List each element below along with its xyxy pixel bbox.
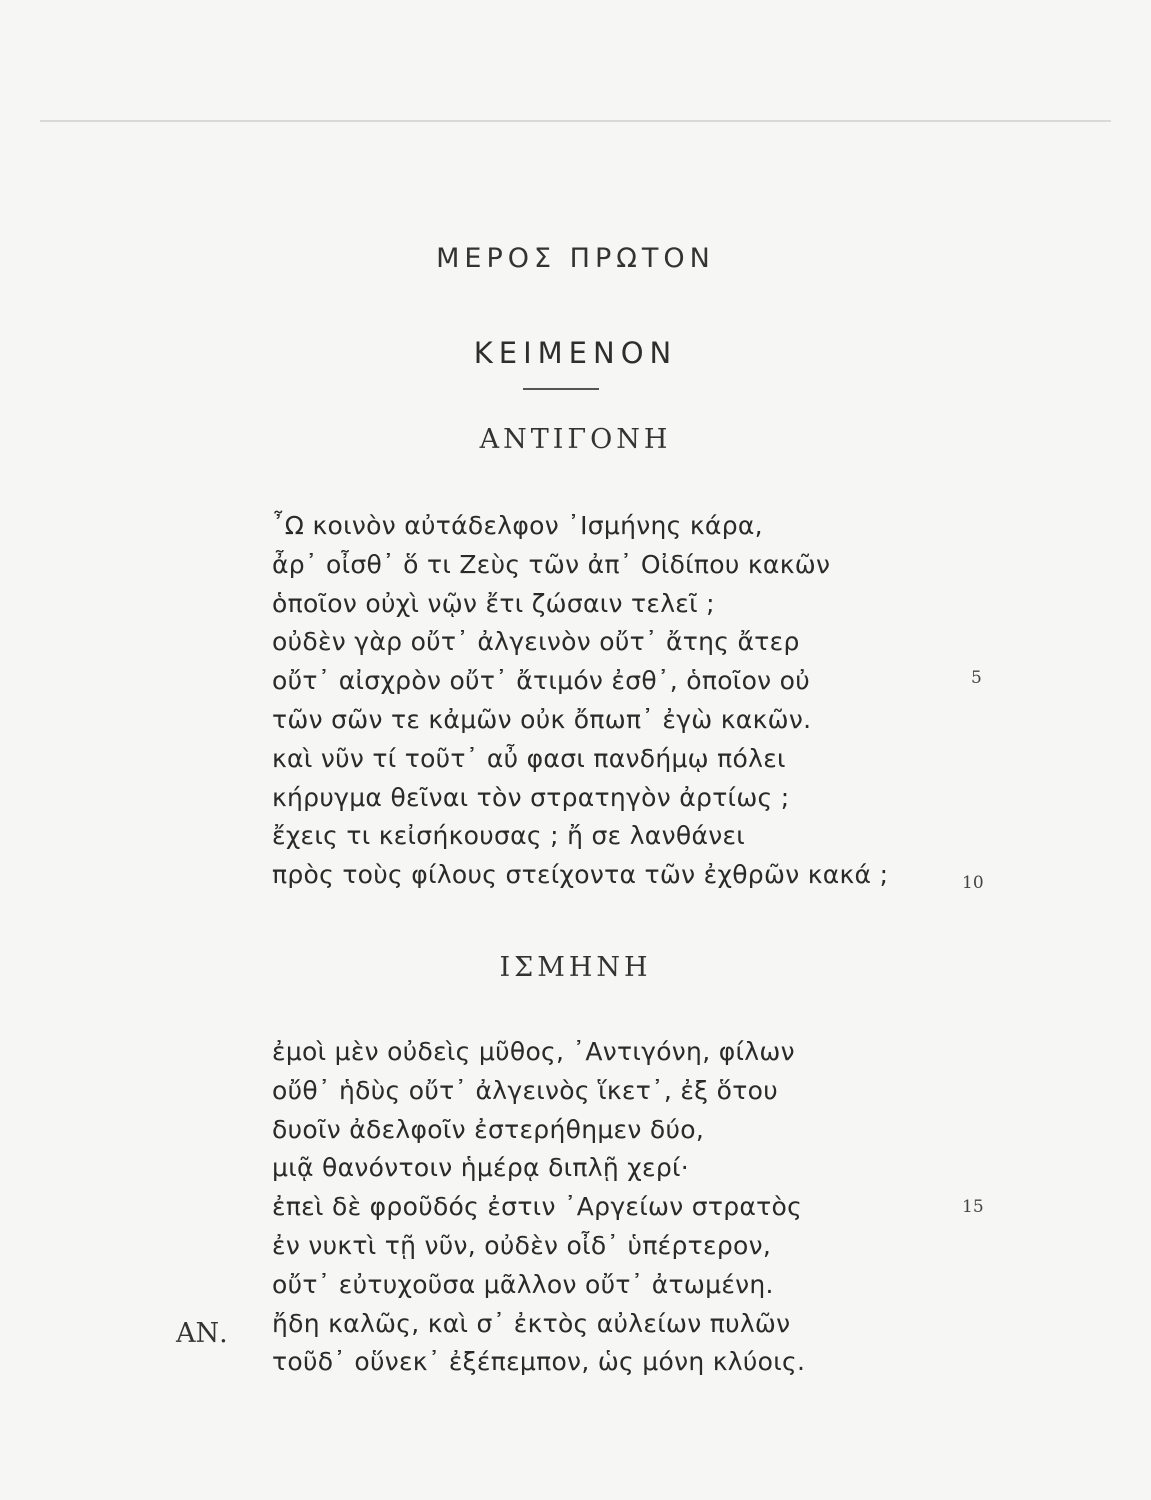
verse-line: οὔτ᾽ αἰσχρὸν οὔτ᾽ ἄτιμόν ἐσθ᾽, ὁποῖον οὐ (272, 666, 811, 696)
verse-line: ἆρ᾽ οἶσθ᾽ ὅ τι Ζεὺς τῶν ἀπ᾽ Οἰδίπου κακῶν (272, 549, 831, 579)
verse-line: ῏Ω κοινὸν αὐτάδελφον ᾽Ισμήνης κάρα, (272, 511, 763, 540)
section-title-underline (523, 388, 599, 390)
verse-line: ἐμοὶ μὲν οὐδεὶς μῦθος, ᾽Αντιγόνη, φίλων (272, 1037, 795, 1066)
verse-line: μιᾷ θανόντοιν ἡμέρᾳ διπλῇ χερί· (272, 1153, 689, 1183)
verse-line: πρὸς τοὺς φίλους στείχοντα τῶν ἐχθρῶν κακά ; (272, 860, 889, 890)
verse-line: ἐπεὶ δὲ φροῦδός ἐστιν ᾽Αργείων στρατὸς (272, 1192, 803, 1222)
speaker-heading-antigone: ΑΝΤΙΓΟΝΗ (479, 424, 672, 455)
verse-line: οὔτ᾽ εὐτυχοῦσα μᾶλλον οὔτ᾽ ἀτωμένη. (272, 1269, 774, 1299)
verse-line: ἔχεις τι κεἰσήκουσας ; ἤ σε λανθάνει (272, 821, 746, 851)
verse-line: τῶν σῶν τε κἀμῶν οὐκ ὄπωπ᾽ ἐγὼ κακῶν. (272, 704, 812, 734)
verse-line: δυοῖν ἀδελφοῖν ἐστερήθημεν δύο, (272, 1114, 705, 1144)
header-rule (40, 120, 1111, 122)
line-number-10: 10 (962, 873, 984, 893)
verse-line: ἤδη καλῶς, καὶ σ᾽ ἐκτὸς αὐλείων πυλῶν (272, 1308, 791, 1338)
verse-line: καὶ νῦν τί τοῦτ᾽ αὖ φασι πανδήμῳ πόλει (272, 743, 786, 773)
verse-line: κήρυγμα θεῖναι τὸν στρατηγὸν ἀρτίως ; (272, 782, 790, 812)
speaker-heading-ismene: ΙΣΜΗΝΗ (499, 952, 652, 983)
antigone-verse-block (272, 507, 912, 895)
verse-line: ὁποῖον οὐχὶ νῷν ἔτι ζώσαιν τελεῖ ; (272, 588, 715, 618)
line-number-5: 5 (971, 668, 982, 688)
part-title: ΜΕΡΟΣ ΠΡΩΤΟΝ (436, 243, 715, 274)
speaker-label-antigone: ΑΝ. (176, 1318, 228, 1349)
ismene-verse-block (272, 1033, 912, 1382)
verse-line: οὔθ᾽ ἡδὺς οὔτ᾽ ἀλγεινὸς ἵκετ᾽, ἐξ ὅτου (272, 1075, 778, 1105)
section-title: ΚΕΙΜΕΝΟΝ (473, 336, 678, 370)
verse-line: τοῦδ᾽ οὕνεκ᾽ ἐξέπεμπον, ὡς μόνη κλύοις. (272, 1347, 806, 1377)
verse-line: ἐν νυκτὶ τῇ νῦν, οὐδὲν οἶδ᾽ ὑπέρτερον, (272, 1230, 772, 1260)
verse-line: οὐδὲν γὰρ οὔτ᾽ ἀλγεινὸν οὔτ᾽ ἄτης ἄτερ (272, 627, 800, 657)
line-number-15: 15 (962, 1197, 984, 1217)
